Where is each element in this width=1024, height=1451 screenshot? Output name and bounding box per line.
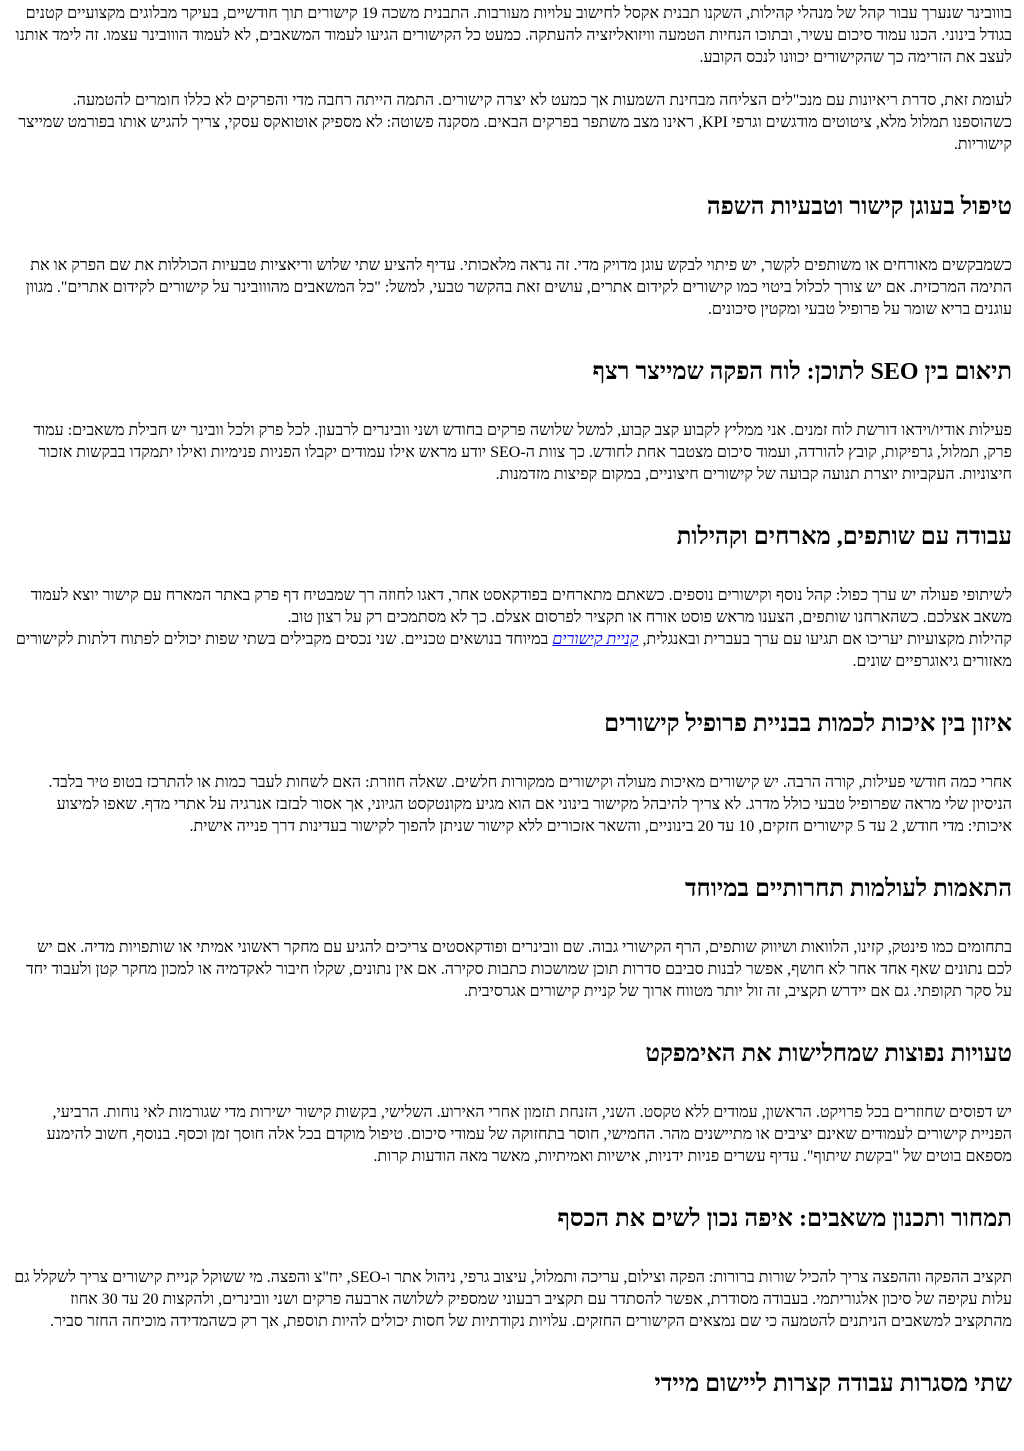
article-page [0, 3, 1024, 1399]
section-heading-partners: עבודה עם שותפים, מארחים וקהילות [676, 524, 1012, 550]
section-paragraph-competitive: בתחומים כמו פינטק, קזינו, הלוואות ושיווק שותפים, הרף הקישורי גבוה. שם וובינרים ופודקאסטים צריכים להגיע עם מחקר ראשוני אמיתי או שותפויות מדיה. אם יש לכם נתונים שאף אחד אחר לא חושף, אפשר לבנות סביבם סדרות תוכן שמושכות כתבות סקירה. אם אין נתונים, שקלו חיבור לאקדמיה או למכון מחקר קטן ולעבוד יחד על סקר תקופתי. גם אם יידרש תקציב, זה זול יותר מטווח ארוך של קניית קישורים אגרסיבית. [25, 939, 1012, 1000]
link-paragraph-before: קהילות מקצועיות יעריכו אם תגיעו עם ערך בעברית ובאנגלית, [638, 631, 1012, 648]
intro-paragraph-1: בווובינר שנערך עבור קהל של מנהלי קהילות, השקנו תבנית אקסל לחישוב עלויות מעורבות. התבנית משכה 19 קישורים תוך חודשיים, בעיקר מבלוגים מקצועיים קטנים בגודל בינוני. הכנו עמוד סיכום עשיר, ובתוכו הנחיות הטמעה וויזואליזציה להעתקה. כמעט כל הקישורים הגיעו לעמוד המשאבים, לא לעמוד הווובינר עצמו. זה לימד אותנו לעצב את הזרימה כך שהקישורים יכוונו לנכס הקובע. [15, 5, 1012, 66]
section-paragraph-partners-communities [12, 629, 1012, 673]
section-heading-competitive: התאמות לעולמות תחרותיים במיוחד [685, 876, 1012, 902]
section-paragraph-seo-content: פעילות אודיו/וידאו דורשת לוח זמנים. אני ממליץ לקבוע קצב קבוע, למשל שלושה פרקים בחודש ושני וובינרים לרבעון. לכל פרק ולכל וובינר יש חבילת משאבים: עמוד פרק, תמלול, גרפיקות, קובץ להורדה, ועמוד סיכום מצטבר אחת לחודש. כך צוות ה-SEO יודע מראש אילו עמודים יקבלו הפניות פנימיות ואילו יתמקדו בבקשות אזכור חיצוניות. העקביות יוצרת תנועה קבועה של קישורים חיצוניים, במקום קפיצות מזדמנות. [33, 422, 1012, 483]
section-paragraph-quality-quantity: אחרי כמה חודשי פעילות, קורה הרבה. יש קישורים מאיכות מעולה וקישורים ממקורות חלשים. שאלה חוזרת: האם לשחות לעבר כמות או להתרכז בטופ טיר בלבד. הניסיון שלי מראה שפרופיל טבעי כולל מדרג. לא צריך להיבהל מקישור בינוני אם הוא מגיע מקונטקסט הגיוני, אך אסור לבזבז אנרגיה על אתרי מדף. שאפו למיצוע איכותי: מדי חודש, 2 עד 5 קישורים חזקים, 10 עד 20 בינוניים, והשאר אזכורים ללא קישור שניתן להפוך לקישור בעדינות דרך פנייה אישית. [48, 774, 1012, 835]
link-paragraph-after: במיוחד בנושאים טכניים. שני נכסים מקבילים בשתי שפות יכולים לפתוח דלתות לקישורים מאזורים גיאוגרפיים שונים. [15, 631, 1012, 670]
section-heading-budget: תמחור ותכנון משאבים: איפה נכון לשים את הכסף [557, 1206, 1012, 1232]
buy-links-link[interactable]: קניית קישורים [552, 631, 639, 648]
section-heading-frameworks: שתי מסגרות עבודה קצרות ליישום מיידי [654, 1371, 1012, 1397]
section-paragraph-mistakes: יש דפוסים שחוזרים בכל פרויקט. הראשון, עמודים ללא טקסט. השני, הזנחת תזמון אחרי האירוע. השלישי, בקשות קישור ישירות מדי שגורמות לאי נוחות. הרביעי, הפניית קישורים לעמודים שאינם יציבים או מתיישנים מהר. החמישי, חוסר בתחזוקה של עמודי סיכום. טיפול מוקדם בכל אלה חוסך זמן וכסף. בנוסף, חשוב להימנע מספאם בוטים של "בקשת שיתוף". עדיף עשרים פניות ידניות, אישיות ואמיתיות, מאשר מאה הודעות קרות. [46, 1104, 1012, 1165]
intro-paragraph-2: לעומת זאת, סדרת ריאיונות עם מנכ"לים הצליחה מבחינת השמעות אך כמעט לא יצרה קישורים. התמה הייתה רחבה מדי והפרקים לא כללו חומרים להטמעה. כשהוספנו תמלול מלא, ציטוטים מודגשים וגרפי KPI, ראינו מצב משתפר בפרקים הבאים. מסקנה פשוטה: לא מספיק אוטואקס עסקי, צריך להגיש אותו בפורמט שמייצר קישוריות. [18, 92, 1012, 153]
section-heading-mistakes: טעויות נפוצות שמחלישות את האימפקט [645, 1041, 1012, 1067]
section-paragraph-anchor-text: כשמבקשים מאורחים או משותפים לקשר, יש פיתוי לבקש עוגן מדויק מדי. זה נראה מלאכותי. עדיף להציע שתי שלוש וריאציות טבעיות הכוללות את שם הפרק או את התימה המרכזית. אם יש צורך לכלול ביטוי כמו קישורים לקידום אתרים, עושים זאת בהקשר טבעי, למשל: "כל המשאבים מהווובינר על קישורים לקידום אתרים". מגוון עוגנים בריא שומר על פרופיל טבעי ומקטין סיכונים. [25, 257, 1012, 318]
section-paragraph-partners: לשיתופי פעולה יש ערך כפול: קהל נוסף וקישורים נוספים. כשאתם מתארחים בפודקאסט אחר, דאגו לחוזה רך שמבטיח דף פרק באתר המארח עם קישור יוצא לעמוד משאב אצלכם. כשהארחנו שותפים, הצענו מראש פוסט אורח או תקציר לפרסום אצלם. כך לא מסתמכים רק על רצון טוב. [30, 587, 1012, 626]
section-heading-quality-quantity: איזון בין איכות לכמות בבניית פרופיל קישורים [604, 711, 1012, 737]
section-heading-anchor-text: טיפול בעוגן קישור וטבעיות השפה [706, 194, 1012, 220]
section-heading-seo-content: תיאום בין SEO לתוכן: לוח הפקה שמייצר רצף [592, 359, 1012, 385]
section-paragraph-budget: תקציב ההפקה וההפצה צריך להכיל שורות ברורות: הפקה וצילום, עריכה ותמלול, עיצוב גרפי, ניהול אתר ו-SEO, יח"צ והפצה. מי ששוקל קניית קישורים צריך לשקלל גם עלות עקיפה של סיכון אלגוריתמי. בעבודה מסודרת, אפשר להסתדר עם תקציב רבעוני שמספיק לשלושה ארבעה פרקים ושני וובינרים, ולהקצות 20 עד 30 אחוז מהתקציב למשאבים הניתנים להטמעה כי שם נמצאים הקישורים החזקים. עלויות נקודתיות של חסות יכולים להיות תוספת, אך רק כשהמדידה מוכיחה החזר סביר. [14, 1269, 1012, 1330]
